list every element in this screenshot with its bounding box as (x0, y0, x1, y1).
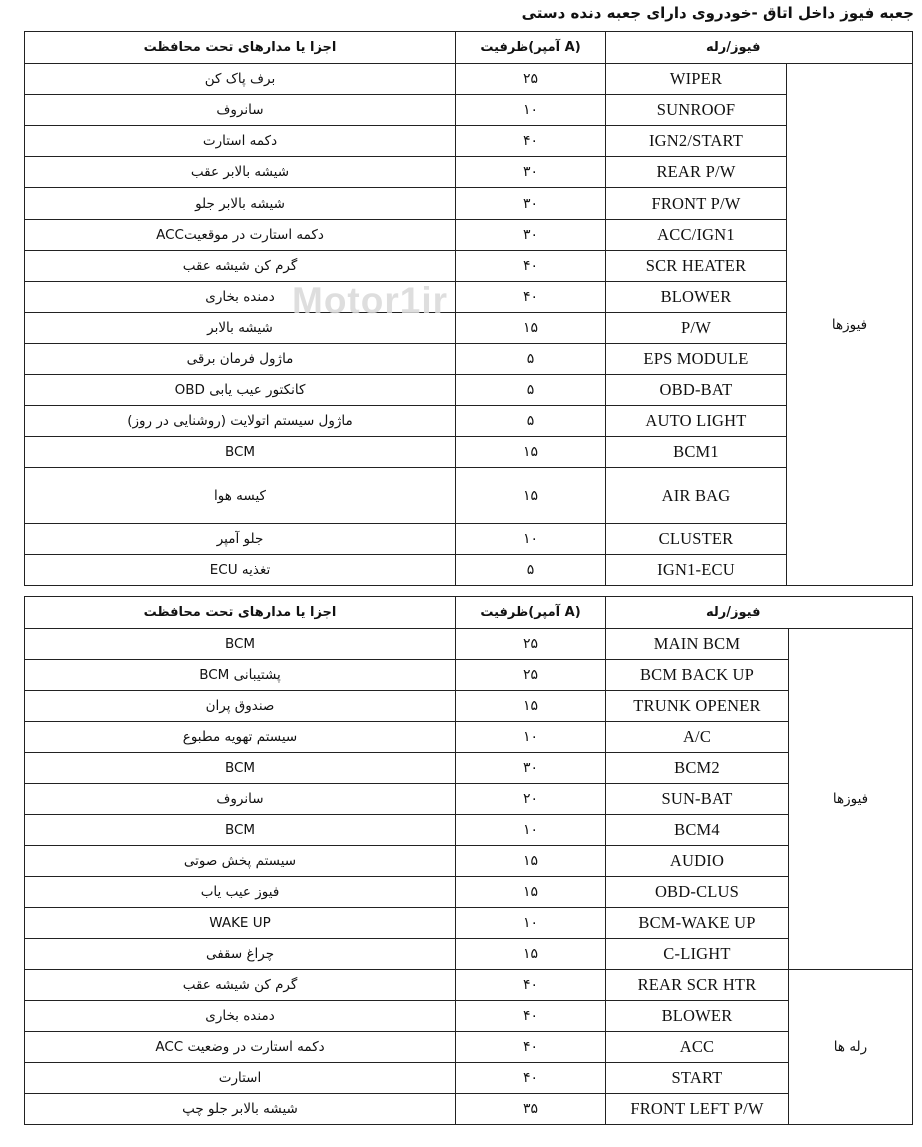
fuse-name-cell: BCM BACK UP (606, 660, 789, 691)
fuse-name-cell: FRONT LEFT P/W (606, 1094, 789, 1125)
table-row (25, 1032, 913, 1063)
header-components: اجزا یا مدارهای تحت محافظت (25, 32, 456, 64)
table-row (25, 313, 913, 344)
table-row (25, 282, 913, 313)
component-cell: BCM (25, 437, 456, 468)
capacity-cell: ۱۵ (456, 939, 606, 970)
component-cell: پشتیبانی BCM (25, 660, 456, 691)
fuse-name-cell: BLOWER (606, 1001, 789, 1032)
component-cell: ماژول فرمان برقی (25, 344, 456, 375)
fuse-name-cell: IGN2/START (606, 126, 787, 157)
fuse-name-cell: FRONT P/W (606, 188, 787, 220)
capacity-cell: ۴۰ (456, 1032, 606, 1063)
component-cell: WAKE UP (25, 908, 456, 939)
capacity-cell: ۲۵ (456, 64, 606, 95)
component-cell: BCM (25, 753, 456, 784)
group-label-fuses: فیوزها (787, 64, 913, 586)
fuse-name-cell: AUDIO (606, 846, 789, 877)
fuse-name-cell: TRUNK OPENER (606, 691, 789, 722)
capacity-cell: ۵ (456, 406, 606, 437)
table-row (25, 753, 913, 784)
header-fuse-relay: فیوز/رله (606, 597, 913, 629)
fuse-name-cell: SUNROOF (606, 95, 787, 126)
header-capacity: ظرفیت(آمپر A) (456, 32, 606, 64)
capacity-cell: ۱۰ (456, 524, 606, 555)
capacity-cell: ۱۵ (456, 691, 606, 722)
component-cell: سیستم پخش صوتی (25, 846, 456, 877)
capacity-cell: ۱۰ (456, 815, 606, 846)
component-cell: سیستم تهویه مطبوع (25, 722, 456, 753)
table-row (25, 468, 913, 524)
header-fuse-relay: فیوز/رله (606, 32, 913, 64)
table-row (25, 660, 913, 691)
fuse-name-cell: ACC/IGN1 (606, 220, 787, 251)
fuse-name-cell: ACC (606, 1032, 789, 1063)
component-cell: کانکتور عیب یابی OBD (25, 375, 456, 406)
capacity-cell: ۴۰ (456, 970, 606, 1001)
capacity-cell: ۱۰ (456, 95, 606, 126)
capacity-cell: ۳۰ (456, 188, 606, 220)
capacity-cell: ۲۵ (456, 629, 606, 660)
table-header-row (25, 32, 913, 64)
component-cell: ماژول سیستم اتولایت (روشنایی در روز) (25, 406, 456, 437)
capacity-cell: ۱۵ (456, 313, 606, 344)
component-cell: سانروف (25, 784, 456, 815)
capacity-cell: ۴۰ (456, 282, 606, 313)
fuse-name-cell: SUN-BAT (606, 784, 789, 815)
fuse-name-cell: BCM-WAKE UP (606, 908, 789, 939)
fuse-name-cell: REAR SCR HTR (606, 970, 789, 1001)
fuse-table-2 (24, 596, 913, 1125)
capacity-cell: ۱۵ (456, 468, 606, 524)
table-row (25, 251, 913, 282)
capacity-cell: ۴۰ (456, 1063, 606, 1094)
table-row (25, 64, 913, 95)
fuse-name-cell: AIR BAG (606, 468, 787, 524)
table-row (25, 126, 913, 157)
component-cell: شیشه بالابر جلو (25, 188, 456, 220)
fuse-name-cell: MAIN BCM (606, 629, 789, 660)
capacity-cell: ۳۰ (456, 220, 606, 251)
table-row (25, 939, 913, 970)
table-row (25, 95, 913, 126)
header-capacity: ظرفیت(آمپر A) (456, 597, 606, 629)
component-cell: شیشه بالابر عقب (25, 157, 456, 188)
header-components: اجزا یا مدارهای تحت محافظت (25, 597, 456, 629)
fuse-name-cell: P/W (606, 313, 787, 344)
capacity-cell: ۵ (456, 375, 606, 406)
component-cell: دکمه استارت (25, 126, 456, 157)
component-cell: صندوق پران (25, 691, 456, 722)
table-header-row (25, 597, 913, 629)
group-label-relays: رله ها (789, 970, 913, 1125)
table-row (25, 375, 913, 406)
fuse-name-cell: START (606, 1063, 789, 1094)
fuse-name-cell: REAR P/W (606, 157, 787, 188)
table-row (25, 629, 913, 660)
fuse-name-cell: BCM1 (606, 437, 787, 468)
capacity-cell: ۵ (456, 344, 606, 375)
component-cell: سانروف (25, 95, 456, 126)
capacity-cell: ۳۰ (456, 753, 606, 784)
table-row (25, 1001, 913, 1032)
capacity-cell: ۲۵ (456, 660, 606, 691)
fuse-table-1 (24, 31, 913, 586)
capacity-cell: ۱۵ (456, 437, 606, 468)
table-row (25, 220, 913, 251)
fuse-name-cell: WIPER (606, 64, 787, 95)
component-cell: شیشه بالابر جلو چپ (25, 1094, 456, 1125)
component-cell: تغذیه ECU (25, 555, 456, 586)
fuse-name-cell: EPS MODULE (606, 344, 787, 375)
component-cell: دکمه استارت در موقعیتACC (25, 220, 456, 251)
fuse-name-cell: BCM2 (606, 753, 789, 784)
fuse-name-cell: CLUSTER (606, 524, 787, 555)
component-cell: چراغ سقفی (25, 939, 456, 970)
capacity-cell: ۵ (456, 555, 606, 586)
table-row (25, 691, 913, 722)
fuse-name-cell: BLOWER (606, 282, 787, 313)
table-row (25, 555, 913, 586)
component-cell: جلو آمپر (25, 524, 456, 555)
table-row (25, 344, 913, 375)
component-cell: گرم کن شیشه عقب (25, 251, 456, 282)
table-row (25, 784, 913, 815)
capacity-cell: ۴۰ (456, 251, 606, 282)
component-cell: دمنده بخاری (25, 1001, 456, 1032)
capacity-cell: ۳۰ (456, 157, 606, 188)
table-row (25, 846, 913, 877)
component-cell: گرم کن شیشه عقب (25, 970, 456, 1001)
table-row (25, 877, 913, 908)
table-row (25, 157, 913, 188)
fuse-name-cell: OBD-BAT (606, 375, 787, 406)
fuse-name-cell: BCM4 (606, 815, 789, 846)
component-cell: دمنده بخاری (25, 282, 456, 313)
fuse-name-cell: A/C (606, 722, 789, 753)
table-row (25, 722, 913, 753)
group-label-fuses: فیوزها (789, 629, 913, 970)
watermark-logo: Motor1ir (292, 280, 448, 321)
capacity-cell: ۱۰ (456, 908, 606, 939)
table-row (25, 406, 913, 437)
capacity-cell: ۱۵ (456, 877, 606, 908)
page-title: جعبه فیوز داخل اتاق -خودروی دارای جعبه دنده دستی (521, 4, 914, 22)
capacity-cell: ۴۰ (456, 1001, 606, 1032)
table-row (25, 908, 913, 939)
component-cell: BCM (25, 629, 456, 660)
table-row (25, 815, 913, 846)
table-row (25, 1094, 913, 1125)
capacity-cell: ۲۰ (456, 784, 606, 815)
component-cell: شیشه بالابر (25, 313, 456, 344)
table-row (25, 437, 913, 468)
component-cell: دکمه استارت در وضعیت ACC (25, 1032, 456, 1063)
component-cell: فیوز عیب یاب (25, 877, 456, 908)
component-cell: برف پاک کن (25, 64, 456, 95)
table-row (25, 188, 913, 220)
capacity-cell: ۱۰ (456, 722, 606, 753)
component-cell: استارت (25, 1063, 456, 1094)
capacity-cell: ۳۵ (456, 1094, 606, 1125)
table-row (25, 970, 913, 1001)
fuse-name-cell: OBD-CLUS (606, 877, 789, 908)
component-cell: کیسه هوا (25, 468, 456, 524)
fuse-name-cell: C-LIGHT (606, 939, 789, 970)
capacity-cell: ۴۰ (456, 126, 606, 157)
fuse-name-cell: IGN1-ECU (606, 555, 787, 586)
component-cell: BCM (25, 815, 456, 846)
capacity-cell: ۱۵ (456, 846, 606, 877)
table-row (25, 1063, 913, 1094)
table-row (25, 524, 913, 555)
fuse-name-cell: AUTO LIGHT (606, 406, 787, 437)
fuse-name-cell: SCR HEATER (606, 251, 787, 282)
